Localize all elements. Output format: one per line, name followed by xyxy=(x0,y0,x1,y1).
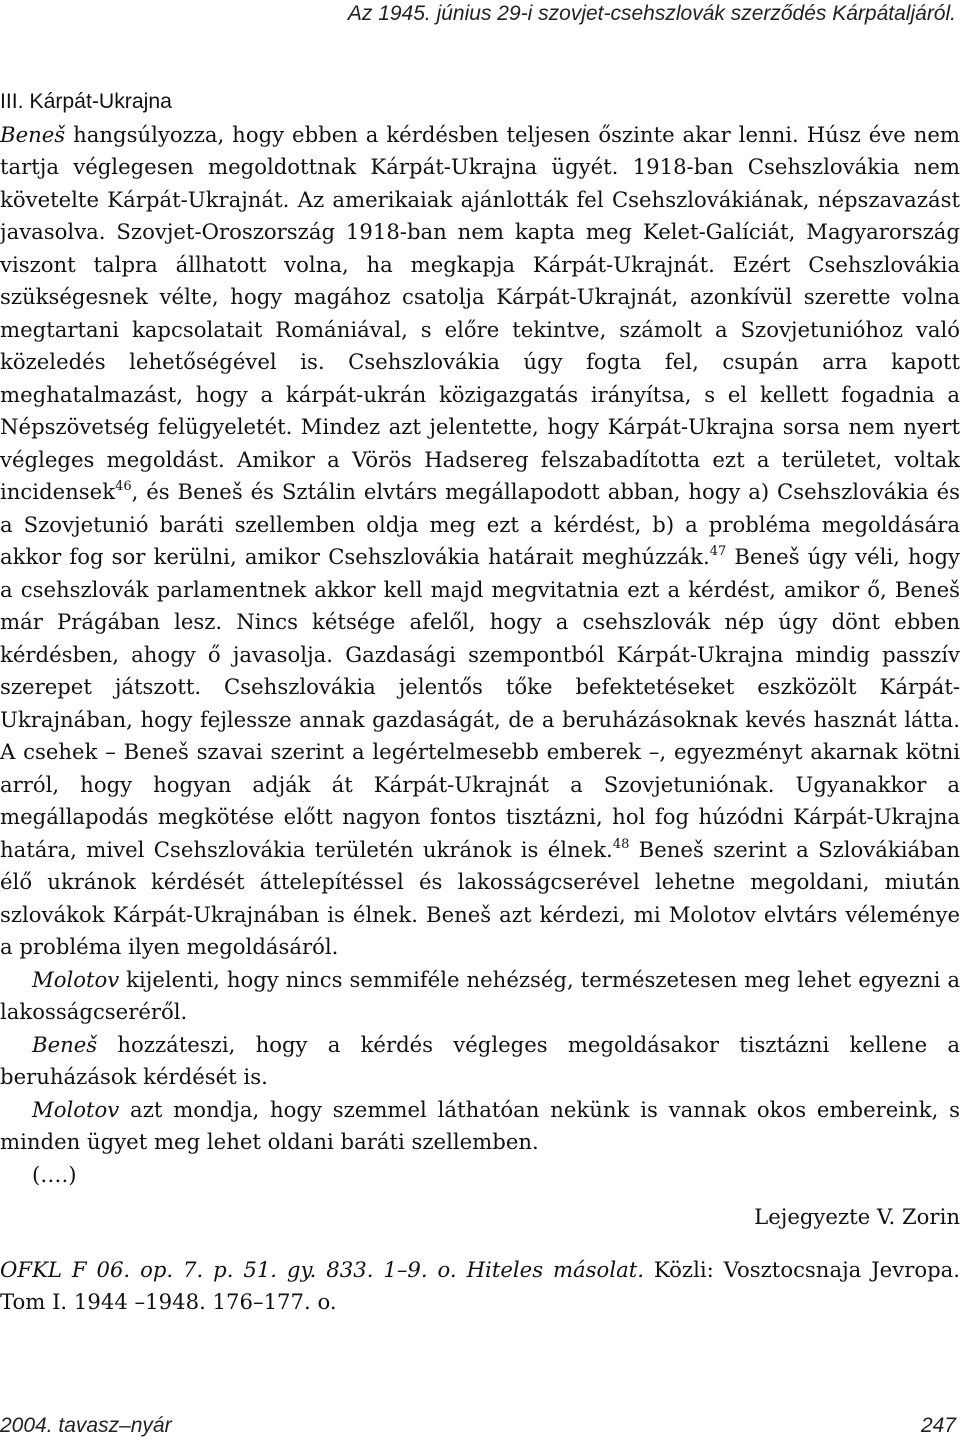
paragraph-text: azt mondja, hogy szemmel láthatóan nekünk is vannak okos embereink, s minden ügyet meg lehet oldani baráti szellemben. xyxy=(0,1096,960,1154)
source-citation xyxy=(0,1254,960,1319)
publication-reference: Közli: Vosztocsnaja Jevropa. Tom I. 1944 –1948. 176–177. o. xyxy=(0,1256,960,1314)
paragraph-text: Beneš szerint a Szlovákiában élő ukránok kérdését áttelepítéssel és lakosságcserével lehetne megoldani, miután szlovákok Kárpát-Ukrajnában is élnek. Beneš azt kérdezi, mi Molotov elvtárs véleménye a probléma ilyen megoldásáról. xyxy=(0,836,960,959)
page-number: 247 xyxy=(920,1414,956,1437)
running-header: Az 1945. június 29-i szovjet-csehszlovák szerződés Kárpátaljáról. xyxy=(347,2,956,25)
paragraph-text: Beneš úgy véli, hogy a csehszlovák parlamentnek akkor kell majd megvitatnia ezt a kérdést, amikor ő, Beneš már Prágában lesz. Nincs kétsége afelől, hogy a csehszlovák nép úgy dönt ebben kérdésben, ahogy ő javasolja. Gazdasági szempontból Kárpát-Ukrajna mindig passzív szerepet játszott. Csehszlovákia jelentős tőke befektetéseket eszközölt Kárpát-Ukrajnában, hogy fejlessze annak gazdaságát, de a beruházásoknak kevés hasznát látta. A csehek – Beneš szavai szerint a legértelmesebb emberek –, egyezményt akarnak kötni arról, hogy hogyan adják át Kárpát-Ukrajnát a Szovjetuniónak. Ugyanakkor a megállapodás megkötése előtt nagyon fontos tisztázni, hol fog húzódni Kárpát-Ukrajna határa, mivel Csehszlovákia területén ukránok is élnek. xyxy=(0,544,960,862)
document-body xyxy=(0,86,960,1319)
speaker-name: Molotov xyxy=(32,1096,120,1122)
archive-reference: OFKL F 06. op. 7. p. 51. gy. 833. 1–9. o. Hiteles másolat. xyxy=(0,1256,644,1282)
paragraph-text: kijelenti, hogy nincs semmiféle nehézség, természetesen meg lehet egyezni a lakosságcseréről. xyxy=(0,966,960,1024)
paragraph-molotov-2 xyxy=(0,1094,960,1159)
footnote-ref-46[interactable]: 46 xyxy=(115,479,132,494)
paragraph-text: , és Beneš és Sztálin elvtárs megállapodott abban, hogy a) Csehszlovákia és a Szovjetunió baráti szellemben oldja meg ezt a kérdést, b) a probléma megoldására akkor fog sor kerülni, amikor Csehszlovákia határait meghúzzák. xyxy=(0,479,960,569)
section-heading: III. Kárpát-Ukrajna xyxy=(0,90,172,113)
omission-marker: (….) xyxy=(32,1161,77,1187)
speaker-name: Beneš xyxy=(0,121,66,147)
paragraph-benes-2 xyxy=(0,1029,960,1094)
footer-issue: 2004. tavasz–nyár xyxy=(0,1414,172,1437)
paragraph-benes-1 xyxy=(0,119,960,964)
signature: Lejegyezte V. Zorin xyxy=(754,1204,960,1229)
footnote-ref-48[interactable]: 48 xyxy=(612,836,630,852)
paragraph-text: hangsúlyozza, hogy ebben a kérdésben teljesen őszinte akar lenni. Húsz éve nem tartja véglegesen megoldottnak Kárpát-Ukrajna ügyét. 1918-ban Csehszlovákia nem követelte Kárpát-Ukrajnát. Az amerikaiak ajánlották fel Csehszlovákiának, népszavazást javasolva. Szovjet-Oroszország 1918-ban nem kapta meg Kelet-Galíciát, Magyarország viszont talpra állhatott volna, ha megkapja Kárpát-Ukrajnát. Ezért Csehszlovákia szükségesnek vélte, hogy magához csatolja Kárpát-Ukrajnát, azonkívül szerette volna megtartani kapcsolatait Romániával, s előre tekintve, számolt a Szovjetunióhoz való közeledés lehetőségével is. Csehszlovákia úgy fogta fel, csupán arra kapott meghatalmazást, hogy a kárpát-ukrán közigazgatás irányítsa, s el kellett fogadnia a Népszövetség felügyeletét. Mindez azt jelentette, hogy Kárpát-Ukrajna sorsa nem nyert végleges megoldást. Amikor a Vörös Hadsereg felszabadította ezt a területet, voltak incidensek xyxy=(0,121,960,504)
paragraph-molotov-1 xyxy=(0,964,960,1029)
speaker-name: Beneš xyxy=(32,1031,98,1057)
paragraph-text: hozzáteszi, hogy a kérdés végleges megoldásakor tisztázni kellene a beruházások kérdését is. xyxy=(0,1031,960,1089)
speaker-name: Molotov xyxy=(32,966,120,992)
footnote-ref-47[interactable]: 47 xyxy=(709,544,727,559)
